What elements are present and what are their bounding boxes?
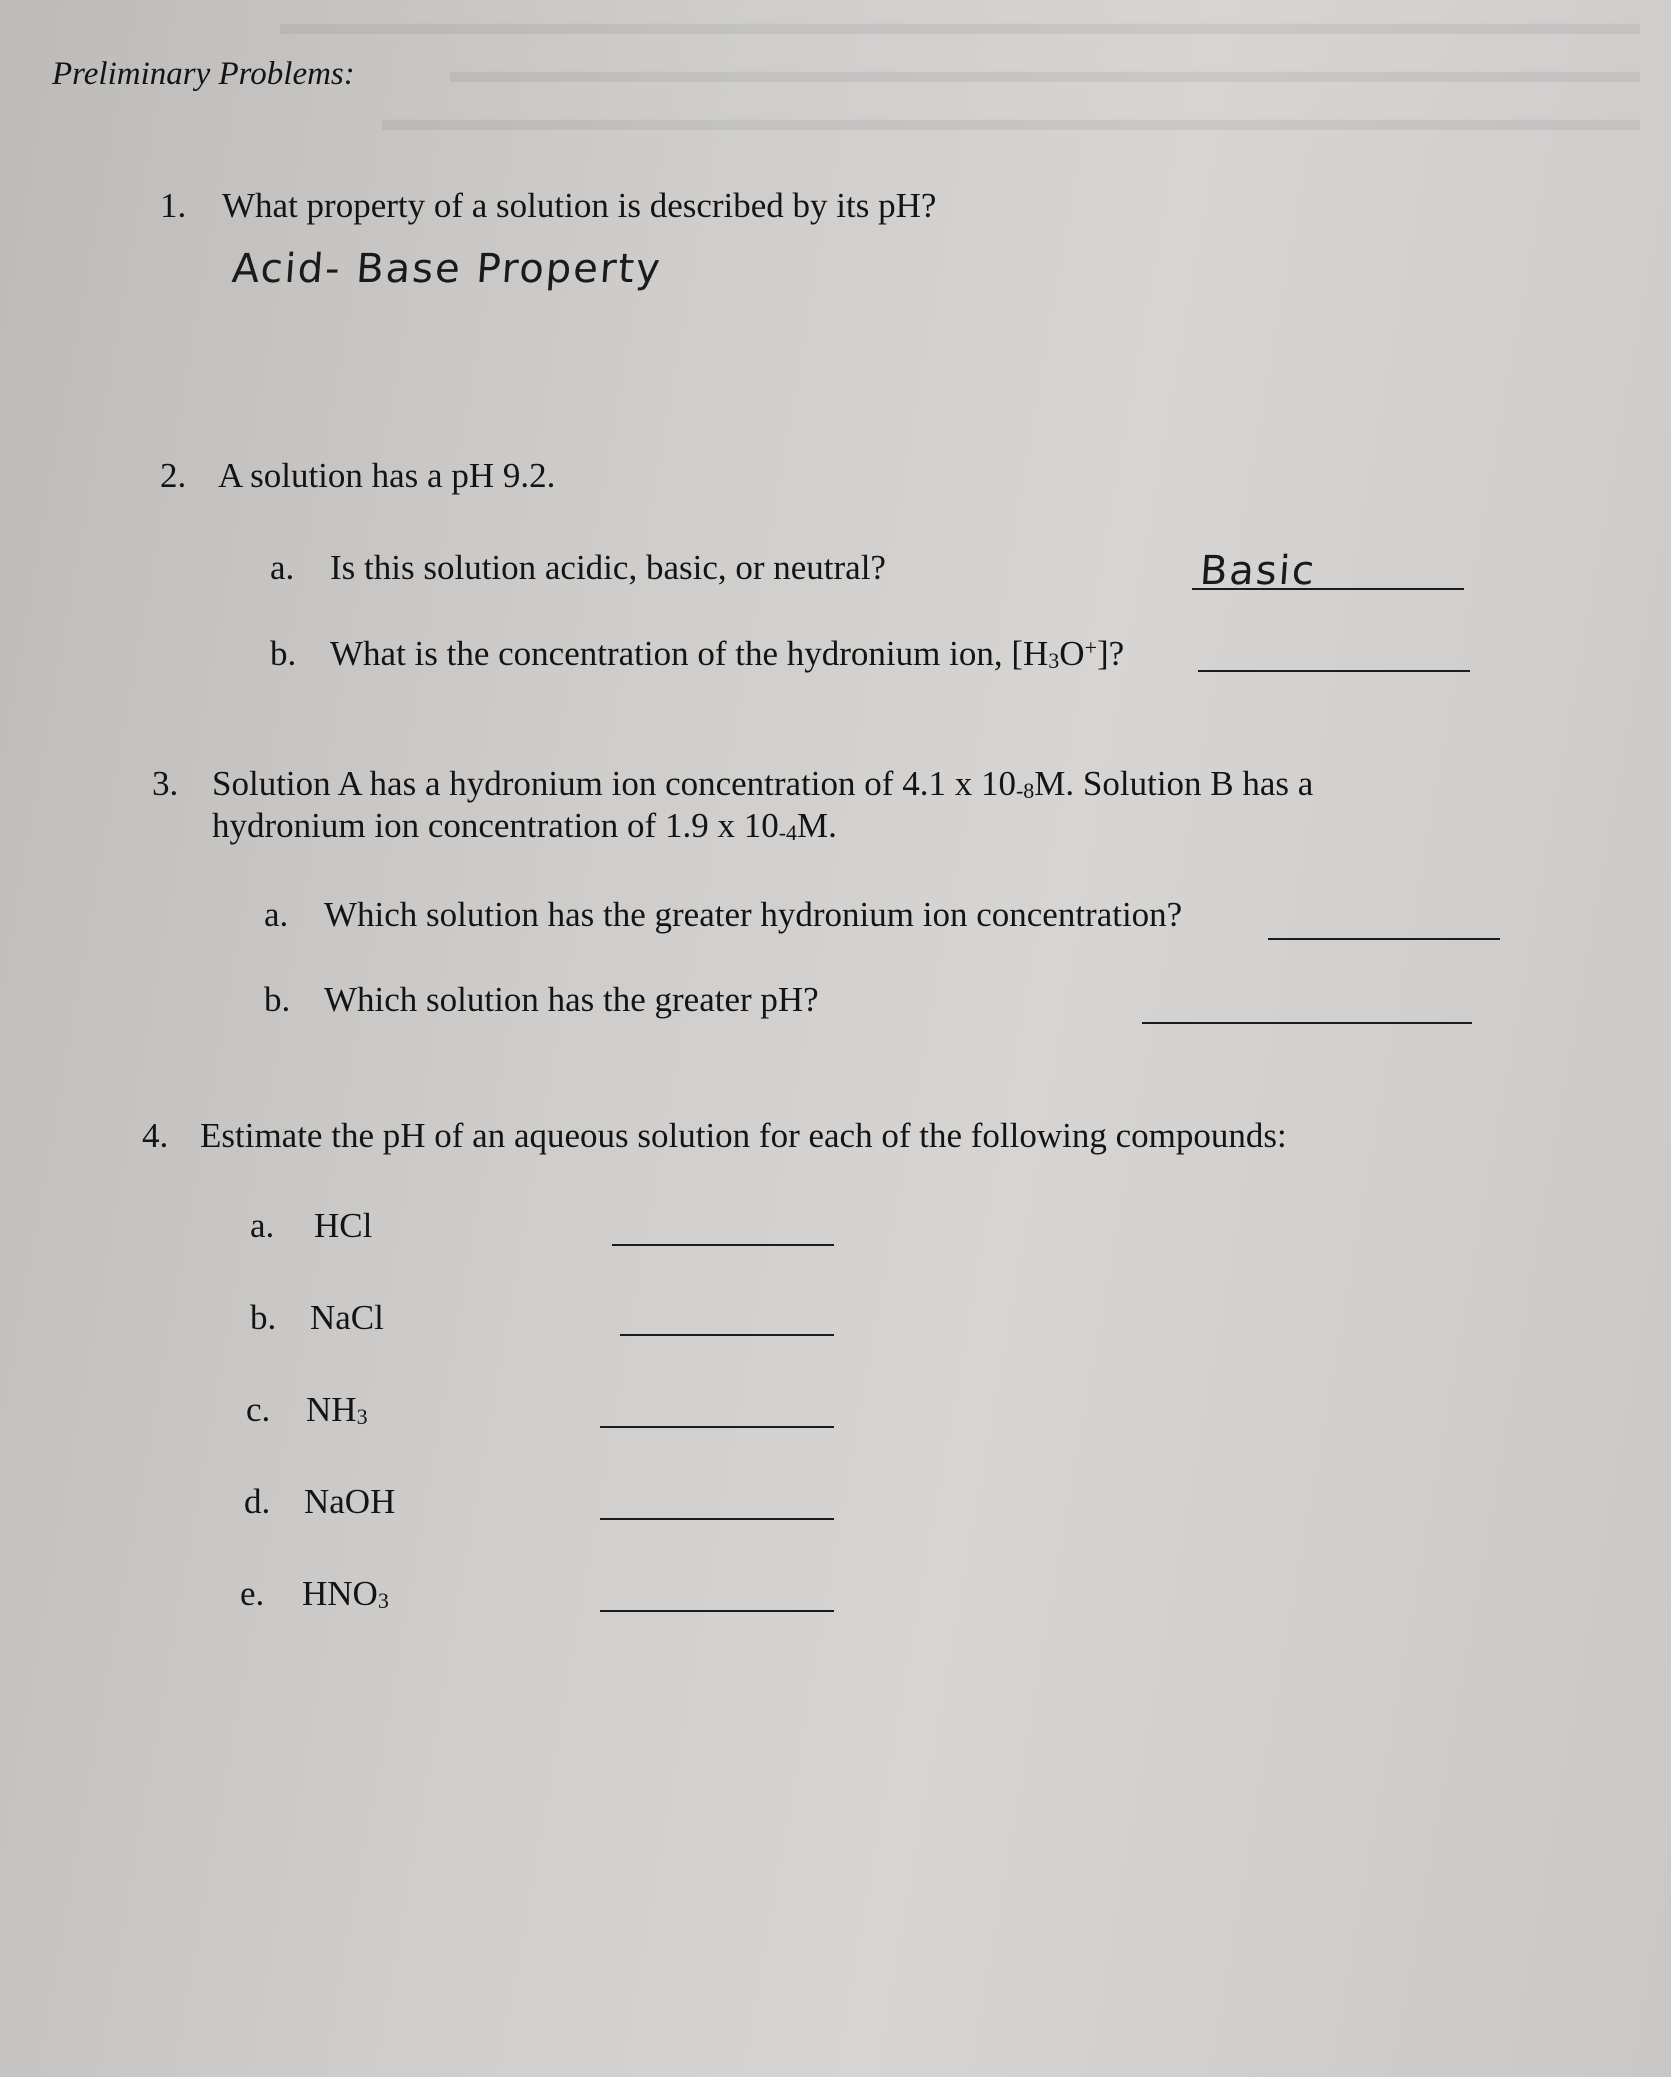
q2b-label: b. <box>270 634 297 673</box>
q4a-label: a. <box>250 1206 275 1245</box>
q3a-text: Which solution has the greater hydronium ion concentration? <box>324 895 1183 934</box>
q3-text-line2: hydronium ion concentration of 1.9 x $10_{-4}M$. <box>212 806 837 845</box>
q4e-compound: $HNO_3$ <box>302 1574 389 1613</box>
q3b-answer-line <box>1142 1022 1472 1024</box>
q3b-label: b. <box>264 980 291 1019</box>
q4d-compound: NaOH <box>304 1482 396 1521</box>
q2b-text: What is the concentration of the hydronium ion, $[H_3O^+]$? <box>330 634 1125 673</box>
q4a-answer-line <box>612 1244 834 1246</box>
q2b-answer-line <box>1198 670 1470 672</box>
q3b-text: Which solution has the greater pH? <box>324 980 819 1019</box>
worksheet-heading: Preliminary Problems: <box>52 56 355 92</box>
q4b-label: b. <box>250 1298 277 1337</box>
bleed-through-texture: ▬▬▬▬▬▬▬▬▬▬▬▬▬▬▬▬▬▬▬▬▬▬▬▬▬▬▬▬▬▬▬▬▬▬▬▬▬▬▬▬ ▬▬▬▬▬▬▬▬▬▬▬▬▬▬▬▬▬▬▬▬▬▬▬▬▬▬▬▬▬▬▬▬▬▬▬ ▬▬▬▬▬▬▬▬▬▬▬▬▬▬▬▬▬▬▬▬▬▬▬▬▬▬▬▬▬▬▬▬▬▬▬▬▬ <box>280 5 1640 138</box>
q1-handwritten-answer: Acid- Base Property <box>230 246 664 292</box>
q2a-answer-line <box>1192 588 1464 590</box>
q4e-answer-line <box>600 1610 834 1612</box>
q4c-answer-line <box>600 1426 834 1428</box>
q2a-label: a. <box>270 548 295 587</box>
q2-text: A solution has a pH 9.2. <box>218 456 556 495</box>
q4a-compound: HCl <box>314 1206 373 1245</box>
q3a-label: a. <box>264 895 289 934</box>
q3a-answer-line <box>1268 938 1500 940</box>
q2-number: 2. <box>160 456 187 495</box>
q3-text-line1: Solution A has a hydronium ion concentration of 4.1 x $10_{-8}M$. Solution B has a <box>212 764 1314 803</box>
q3-number: 3. <box>152 764 179 803</box>
q4d-answer-line <box>600 1518 834 1520</box>
q1-number: 1. <box>160 186 187 225</box>
q4e-label: e. <box>240 1574 265 1613</box>
q1-text: What property of a solution is described by its pH? <box>222 186 937 225</box>
q2a-text: Is this solution acidic, basic, or neutral? <box>330 548 886 587</box>
q4b-compound: NaCl <box>310 1298 384 1337</box>
q4c-label: c. <box>246 1390 271 1429</box>
q4d-label: d. <box>244 1482 271 1521</box>
q4c-compound: $NH_3$ <box>306 1390 368 1429</box>
q4-number: 4. <box>142 1116 169 1155</box>
q2a-handwritten-answer: Basic <box>1198 548 1318 594</box>
q4b-answer-line <box>620 1334 834 1336</box>
q4-text: Estimate the pH of an aqueous solution for each of the following compounds: <box>200 1116 1287 1155</box>
